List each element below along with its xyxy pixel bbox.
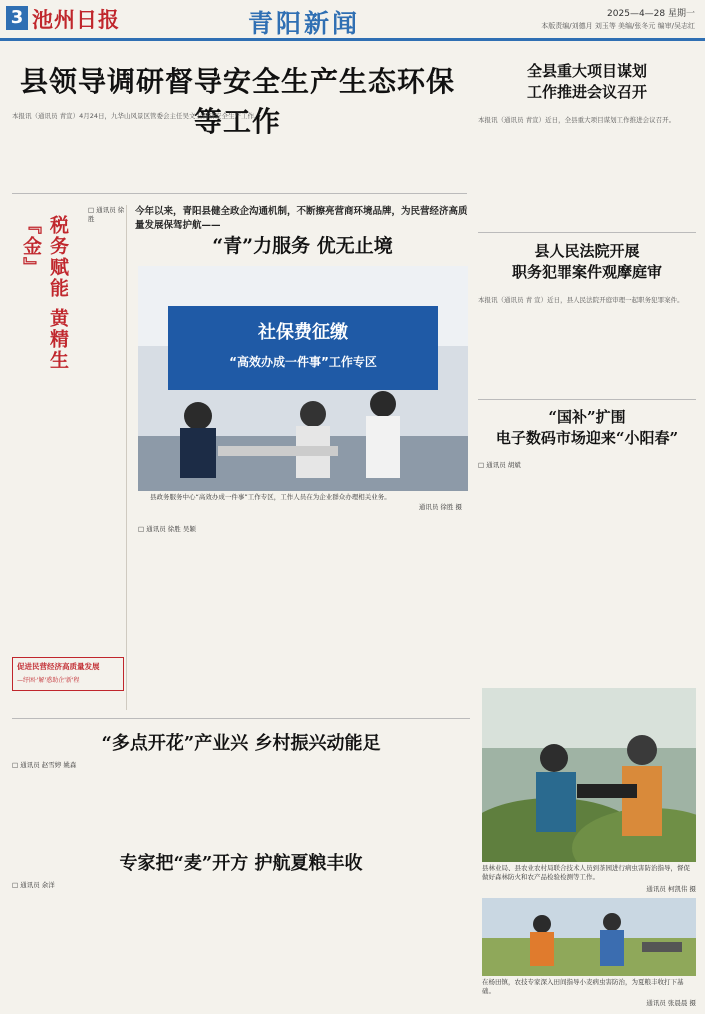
lead-headline: 县领导调研督导安全生产生态环保等工作 (19, 65, 455, 138)
farming-byline: □ 通讯员 余洋 (12, 881, 55, 889)
issue-date: 2025—4—28 星期一 (607, 9, 695, 19)
lead-body (12, 112, 465, 188)
service-byline: □ 通讯员 徐胜 吴颖 (138, 525, 196, 533)
court-byline: 本报讯（通讯员 青 宣）近日，县人民法院开庭审理一起职务犯罪案件。 (478, 296, 684, 304)
service-photo-caption: 县政务服务中心“高效办成一件事”工作专区，工作人员在为企业群众办理相关业务。 (150, 493, 391, 501)
farming-body (12, 892, 470, 1010)
farming-photo (482, 898, 696, 976)
service-photo-credit: 通讯员 徐胜 摄 (418, 503, 462, 511)
promo-subtitle: —纾困·'解'惑助企'新'程 (17, 677, 80, 684)
service-photo (138, 266, 468, 491)
service-kicker: 今年以来，青阳县健全政企沟通机制，不断擦亮营商环境品牌，为民营经济高质量发展保驾护航—— (135, 206, 468, 231)
court-headline-l1: 县人民法院开展 (534, 242, 640, 260)
project-headline-l1: 全县重大项目谋划 (526, 62, 647, 80)
promo-title: 促进民营经济高质量发展 (17, 662, 100, 671)
divider (478, 232, 696, 233)
promo-box (12, 657, 124, 691)
masthead-rule (0, 38, 705, 41)
tax-body-cont (12, 473, 124, 653)
industry-body (12, 772, 470, 844)
page-number: 3 (6, 6, 28, 30)
service-body (138, 536, 468, 694)
project-byline: 本报讯（通讯员 青宣）近日，全县重大项目谋划工作推进会议召开。 (478, 116, 676, 124)
newspaper-logo: 池州日报 (32, 7, 120, 32)
industry-photo-credit: 通讯员 柯凯伟 摄 (646, 885, 696, 893)
national-headline (478, 406, 696, 456)
service-headline: “青”力服务 优无止境 (212, 235, 393, 257)
project-headline-l2: 工作推进会议召开 (526, 83, 647, 101)
industry-byline: □ 通讯员 赵雪婷 姚森 (12, 761, 77, 769)
court-headline-l2: 职务犯罪案件观摩庭审 (511, 263, 662, 281)
national-headline-l1: “国补”扩围 (548, 408, 626, 426)
court-headline (478, 240, 696, 290)
farming-photo-art (482, 898, 696, 976)
tax-column (12, 205, 127, 710)
industry-headline: “多点开花”产业兴 乡村振兴动能足 (101, 733, 381, 754)
industry-photo-art (482, 688, 696, 862)
industry-photo (482, 688, 696, 862)
tax-byline: □ 通讯员 徐胜 (88, 206, 125, 223)
project-body (478, 116, 696, 228)
court-body (478, 296, 696, 396)
editor-credits: 本版责编/刘德月 刘玉等 美编/张冬元 编审/吴志红 (541, 22, 695, 30)
tax-body (54, 217, 124, 467)
industry-photo-caption: 县林业局、县农业农村局联合技术人员到茶园进行病虫害防治指导，督促做好森林防火和农产品检验检测等工作。 (482, 864, 690, 881)
national-byline: □ 通讯员 胡斌 (478, 461, 521, 469)
section-title: 青阳新闻 (248, 9, 361, 38)
divider (12, 193, 467, 194)
national-headline-l2: 电子数码市场迎来“小阳春” (495, 429, 679, 447)
farming-photo-credit: 通讯员 张晨晨 摄 (646, 999, 696, 1007)
masthead (0, 0, 705, 38)
photo-sign-1: 社保费征缴 (258, 322, 348, 343)
divider (478, 399, 696, 400)
service-photo-art (138, 266, 468, 491)
lead-byline: 本报讯（通讯员 青宣）4月24日，九华山风景区管委会主任吴文上调研安全生产工作。 (12, 112, 261, 120)
national-body (478, 472, 696, 684)
tax-vertical-headline: 税务赋能 黄精生『金』 (20, 215, 69, 371)
divider (12, 718, 470, 719)
farming-headline: 专家把“麦”开方 护航夏粮丰收 (119, 853, 363, 874)
farming-photo-caption: 在杨田镇，农技专家深入田间指导小麦病虫害防治，为夏粮丰收打下基础。 (482, 978, 684, 995)
project-headline (478, 60, 696, 110)
photo-sign-2: “高效办成一件事”工作专区 (229, 355, 377, 369)
